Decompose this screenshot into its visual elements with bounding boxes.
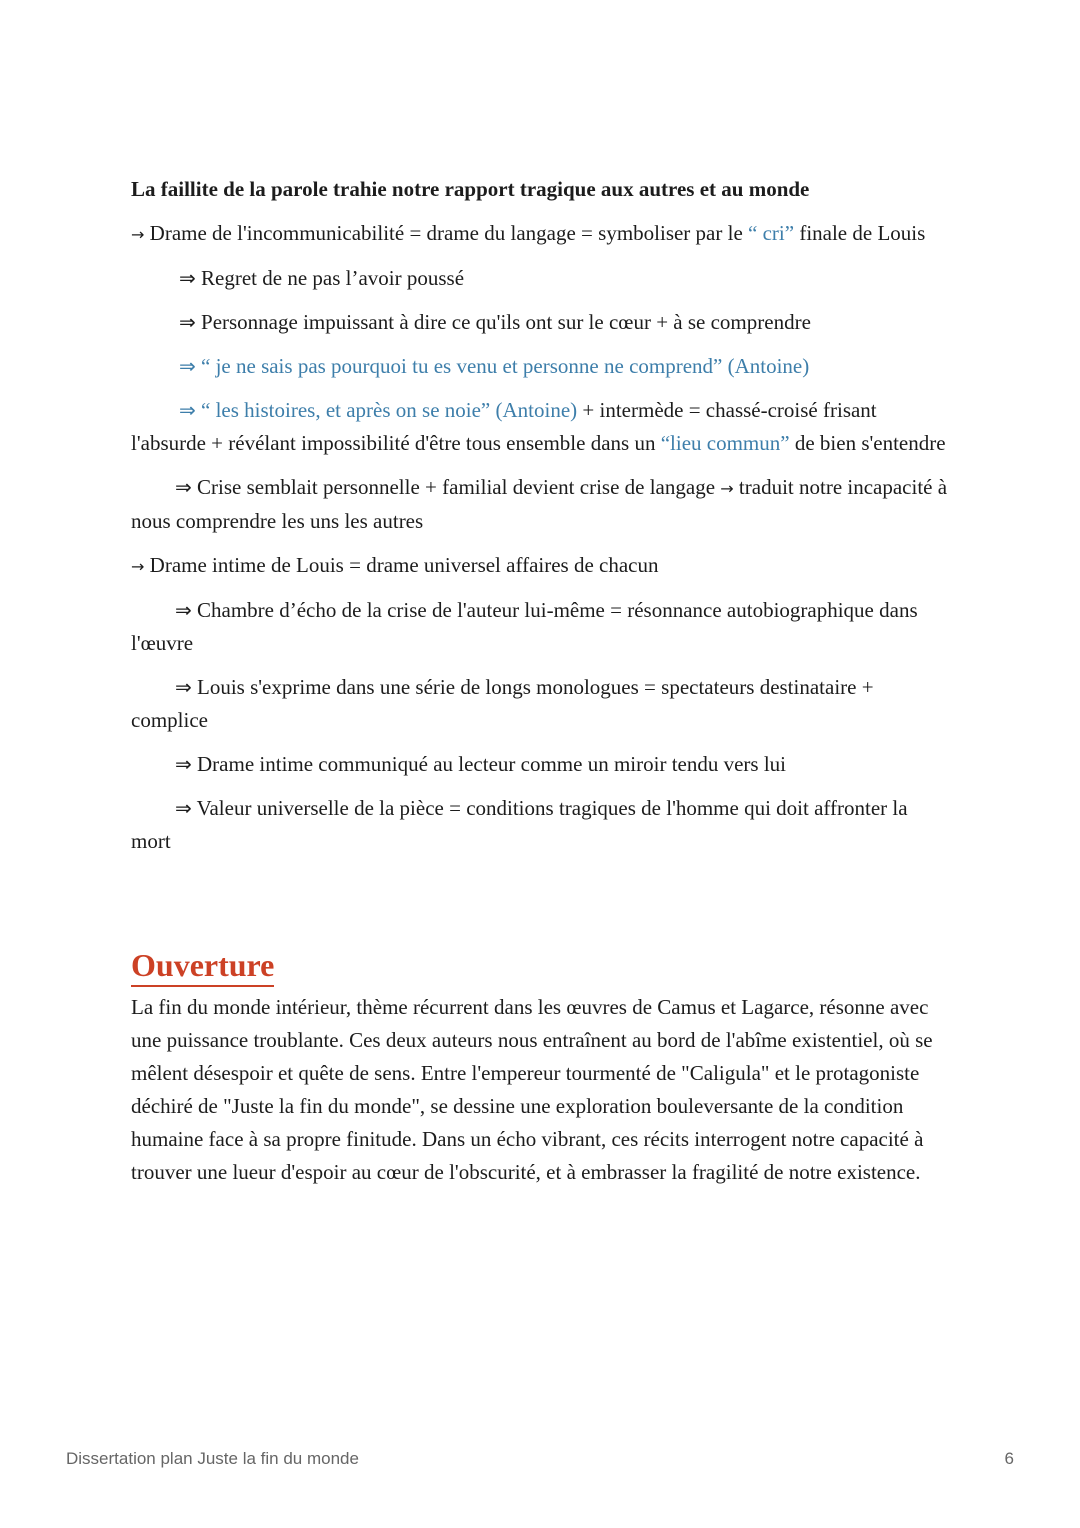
ouverture-paragraph: La fin du monde intérieur, thème récurrent dans les œuvres de Camus et Lagarce, résonne avec une puissance troublante. Ces deux auteurs nous entraînent au bord de l'abîme existentiel, où se mêlent désespoir et quête de sens. Entre l'empereur tourmenté de "Caligula" et le protagoniste déchiré de "Juste la fin du monde", se dessine une exploration bouleversante de la condition humaine face à sa propre finitude. Dans un écho vibrant, ces récits interrogent notre capacité à trouver une lueur d'espoir au cœur de l'obscurité, et à embrasser la fragilité de notre existence. [131, 995, 933, 1184]
bullet-quote-antoine-1: ⇒ “ je ne sais pas pourquoi tu es venu et personne ne comprend” (Antoine) [179, 354, 810, 378]
bullet-valeur-universelle: ⇒ Valeur universelle de la pièce = conditions tragiques de l'homme qui doit affronter la mort [131, 796, 908, 853]
quote-lieu-commun: “lieu commun” [660, 431, 790, 455]
page-number: 6 [1004, 1449, 1014, 1468]
arrow-line-drame-intime: → Drame intime de Louis = drame universel affaires de chacun [131, 553, 659, 577]
implies-icon: ⇒ [175, 675, 192, 699]
implies-icon: ⇒ [175, 752, 192, 776]
section-heading: La faillite de la parole trahie notre rapport tragique aux autres et au monde [131, 177, 810, 201]
bullet-personnage: ⇒ Personnage impuissant à dire ce qu'ils ont sur le cœur + à se comprendre [179, 310, 811, 334]
bullet-miroir: ⇒ Drame intime communiqué au lecteur comme un miroir tendu vers lui [175, 752, 787, 776]
bullet-quote-antoine-2: ⇒ “ les histoires, et après on se noie” (Antoine) + intermède = chassé-croisé frisant l'absurde + révélant impossibilité d'être tous ensemble dans un “lieu commun” de bien s'entendre [131, 398, 946, 455]
ouverture-title: Ouverture [131, 945, 274, 987]
bullet-monologues: ⇒ Louis s'exprime dans une série de longs monologues = spectateurs destinataire + complice [131, 675, 874, 732]
footer-document-title: Dissertation plan Juste la fin du monde [66, 1449, 359, 1468]
implies-icon: ⇒ [179, 266, 196, 290]
document-body [131, 173, 951, 1189]
implies-icon: ⇒ [179, 398, 196, 422]
arrow-icon: → [131, 557, 145, 576]
arrow-icon: → [131, 225, 145, 244]
quote-cri: “ cri” [748, 221, 795, 245]
arrow-line-incommunicabilite: → Drame de l'incommunicabilité = drame du langage = symboliser par le “ cri” finale de Louis [131, 221, 926, 245]
implies-icon: ⇒ [175, 475, 192, 499]
bullet-chambre-echo: ⇒ Chambre d’écho de la crise de l'auteur lui-même = résonnance autobiographique dans l'œuvre [131, 598, 918, 655]
implies-icon: ⇒ [179, 310, 196, 334]
implies-icon: ⇒ [175, 796, 192, 820]
bullet-crise-langage: ⇒ Crise semblait personnelle + familial devient crise de langage → traduit notre incapacité à nous comprendre les uns les autres [131, 475, 948, 533]
implies-icon: ⇒ [179, 354, 196, 378]
implies-icon: ⇒ [175, 598, 192, 622]
bullet-regret: ⇒ Regret de ne pas l’avoir poussé [179, 266, 465, 290]
arrow-icon: → [720, 479, 734, 498]
